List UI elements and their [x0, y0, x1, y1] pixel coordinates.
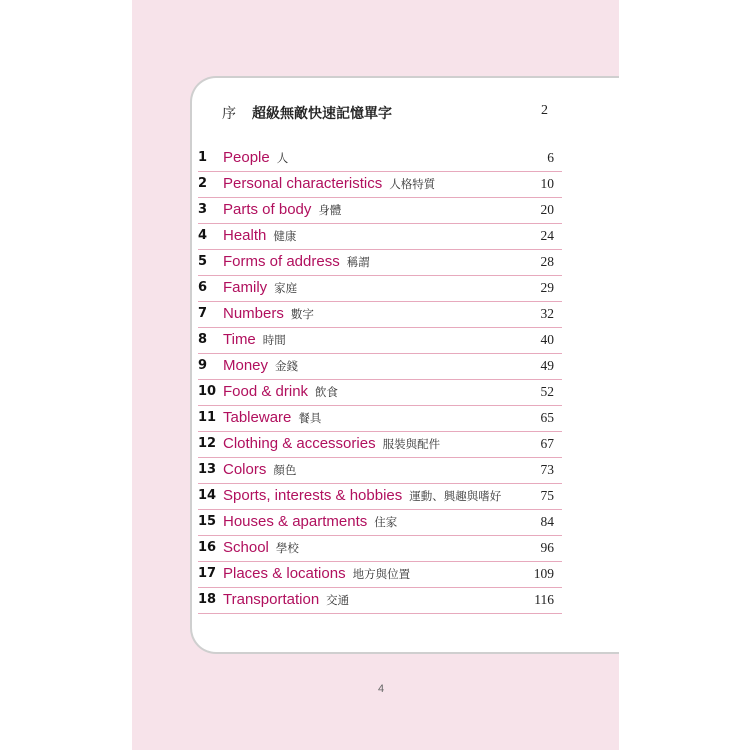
chapter-title: [223, 227, 296, 244]
chapter-title-chinese: 飲食: [315, 385, 339, 399]
toc-entry[interactable]: [198, 562, 562, 588]
chapter-page-number: 52: [540, 384, 554, 399]
chapter-title-english: Time: [223, 331, 256, 348]
chapter-title-chinese: 稱謂: [346, 255, 370, 269]
chapter-number: 4: [198, 228, 208, 243]
chapter-title-chinese: 餐具: [298, 411, 322, 425]
chapter-number: 11: [198, 410, 217, 425]
chapter-page-number: 73: [540, 462, 554, 477]
preface-page-number: 2: [541, 103, 548, 118]
chapter-title: [223, 279, 297, 296]
chapter-page-number: 6: [547, 150, 554, 165]
chapter-title: [223, 513, 397, 530]
chapter-title-chinese: 人: [276, 151, 289, 165]
chapter-title-english: Family: [223, 279, 268, 296]
chapter-page-number: 75: [540, 488, 554, 503]
chapter-title-english: Houses & apartments: [223, 513, 368, 530]
chapter-title-english: Forms of address: [223, 253, 340, 270]
chapter-title: [223, 331, 286, 348]
toc-entry[interactable]: [198, 146, 562, 172]
chapter-title-chinese: 地方與位置: [352, 567, 411, 581]
toc-entry[interactable]: [198, 328, 562, 354]
chapter-title: [223, 591, 349, 608]
chapter-title: [223, 149, 288, 166]
chapter-page-number: 28: [540, 254, 554, 269]
toc-entry[interactable]: [198, 510, 562, 536]
chapter-page-number: 49: [540, 358, 554, 373]
chapter-title: [223, 201, 341, 218]
chapter-page-number: 29: [540, 280, 554, 295]
chapter-page-number: 32: [540, 306, 554, 321]
chapter-title-english: Transportation: [223, 591, 320, 608]
chapter-number: 10: [198, 384, 217, 399]
chapter-title-chinese: 金錢: [275, 359, 299, 373]
chapter-title-chinese: 學校: [275, 541, 299, 555]
chapter-number: 18: [198, 592, 217, 607]
chapter-title-english: Tableware: [223, 409, 292, 426]
chapter-page-number: 67: [540, 436, 554, 451]
chapter-title-chinese: 人格特質: [389, 177, 436, 191]
chapter-title-english: Colors: [223, 461, 267, 478]
chapter-title: [223, 175, 435, 192]
preface-entry[interactable]: [222, 103, 548, 123]
chapter-title: [223, 357, 298, 374]
chapter-page-number: 20: [540, 202, 554, 217]
chapter-number: 8: [198, 332, 208, 347]
toc-entry[interactable]: [198, 484, 562, 510]
chapter-title: [223, 383, 338, 400]
chapter-title-english: Health: [223, 227, 267, 244]
chapter-number: 14: [198, 488, 217, 503]
chapter-number: 12: [198, 436, 217, 451]
chapter-page-number: 24: [540, 228, 554, 243]
chapter-title-chinese: 時間: [262, 333, 286, 347]
chapter-title: [223, 565, 410, 582]
chapter-page-number: 109: [533, 566, 554, 581]
toc-entry[interactable]: [198, 224, 562, 250]
toc-entry[interactable]: [198, 354, 562, 380]
chapter-number: 17: [198, 566, 217, 581]
chapter-title-english: Places & locations: [223, 565, 346, 582]
chapter-title-chinese: 交通: [326, 593, 350, 607]
chapter-title-chinese: 身體: [318, 203, 342, 217]
chapter-page-number: 65: [540, 410, 554, 425]
toc-entry[interactable]: [198, 276, 562, 302]
chapter-title-english: Numbers: [223, 305, 284, 322]
chapter-title: [223, 253, 370, 270]
chapter-title-chinese: 健康: [273, 229, 297, 243]
toc-entry[interactable]: [198, 172, 562, 198]
chapter-number: 16: [198, 540, 217, 555]
toc-entry[interactable]: [198, 588, 562, 614]
chapter-title-chinese: 服裝與配件: [382, 437, 441, 451]
toc-entry[interactable]: [198, 198, 562, 224]
chapter-number: 7: [198, 306, 208, 321]
preface-label: 序: [222, 106, 236, 122]
chapter-number: 2: [198, 176, 208, 191]
chapter-number: 3: [198, 202, 208, 217]
chapter-title: [223, 305, 314, 322]
chapter-title-english: School: [223, 539, 269, 556]
toc-entry[interactable]: [198, 380, 562, 406]
chapter-number: 1: [198, 150, 208, 165]
chapter-page-number: 10: [540, 176, 554, 191]
chapter-title: [223, 461, 296, 478]
toc-entry[interactable]: [198, 432, 562, 458]
chapter-number: 9: [198, 358, 208, 373]
chapter-title-chinese: 顏色: [273, 463, 297, 477]
page-footer: [0, 683, 750, 695]
chapter-title-chinese: 數字: [290, 307, 314, 321]
chapter-title-chinese: 運動、興趣與嗜好: [409, 489, 502, 503]
chapter-number: 5: [198, 254, 208, 269]
chapter-title-english: Food & drink: [223, 383, 309, 400]
chapter-page-number: 116: [534, 592, 554, 607]
chapter-title-chinese: 家庭: [274, 281, 298, 295]
chapter-title: [223, 435, 440, 452]
preface-title: 超級無敵快速記憶單字: [252, 106, 392, 122]
chapter-page-number: 84: [540, 514, 554, 529]
toc-entry[interactable]: [198, 302, 562, 328]
chapter-page-number: 96: [540, 540, 554, 555]
chapter-title-english: Parts of body: [223, 201, 312, 218]
chapter-title-english: Money: [223, 357, 269, 374]
chapter-title-english: Clothing & accessories: [223, 435, 376, 452]
chapter-title-english: Sports, interests & hobbies: [223, 487, 403, 504]
page-margin: [619, 0, 750, 750]
chapter-title-english: People: [223, 149, 270, 166]
toc-entry[interactable]: [198, 250, 562, 276]
chapter-title-english: Personal characteristics: [223, 175, 383, 192]
toc-entry[interactable]: [198, 458, 562, 484]
chapter-title: [223, 487, 501, 504]
chapter-title: [223, 539, 299, 556]
chapter-number: 13: [198, 462, 217, 477]
footer-page-number: 4: [377, 683, 385, 695]
table-of-contents: [198, 146, 562, 614]
chapter-title: [223, 409, 321, 426]
chapter-number: 15: [198, 514, 217, 529]
toc-entry[interactable]: [198, 406, 562, 432]
toc-entry[interactable]: [198, 536, 562, 562]
chapter-number: 6: [198, 280, 208, 295]
chapter-page-number: 40: [540, 332, 554, 347]
chapter-title-chinese: 住家: [374, 515, 398, 529]
